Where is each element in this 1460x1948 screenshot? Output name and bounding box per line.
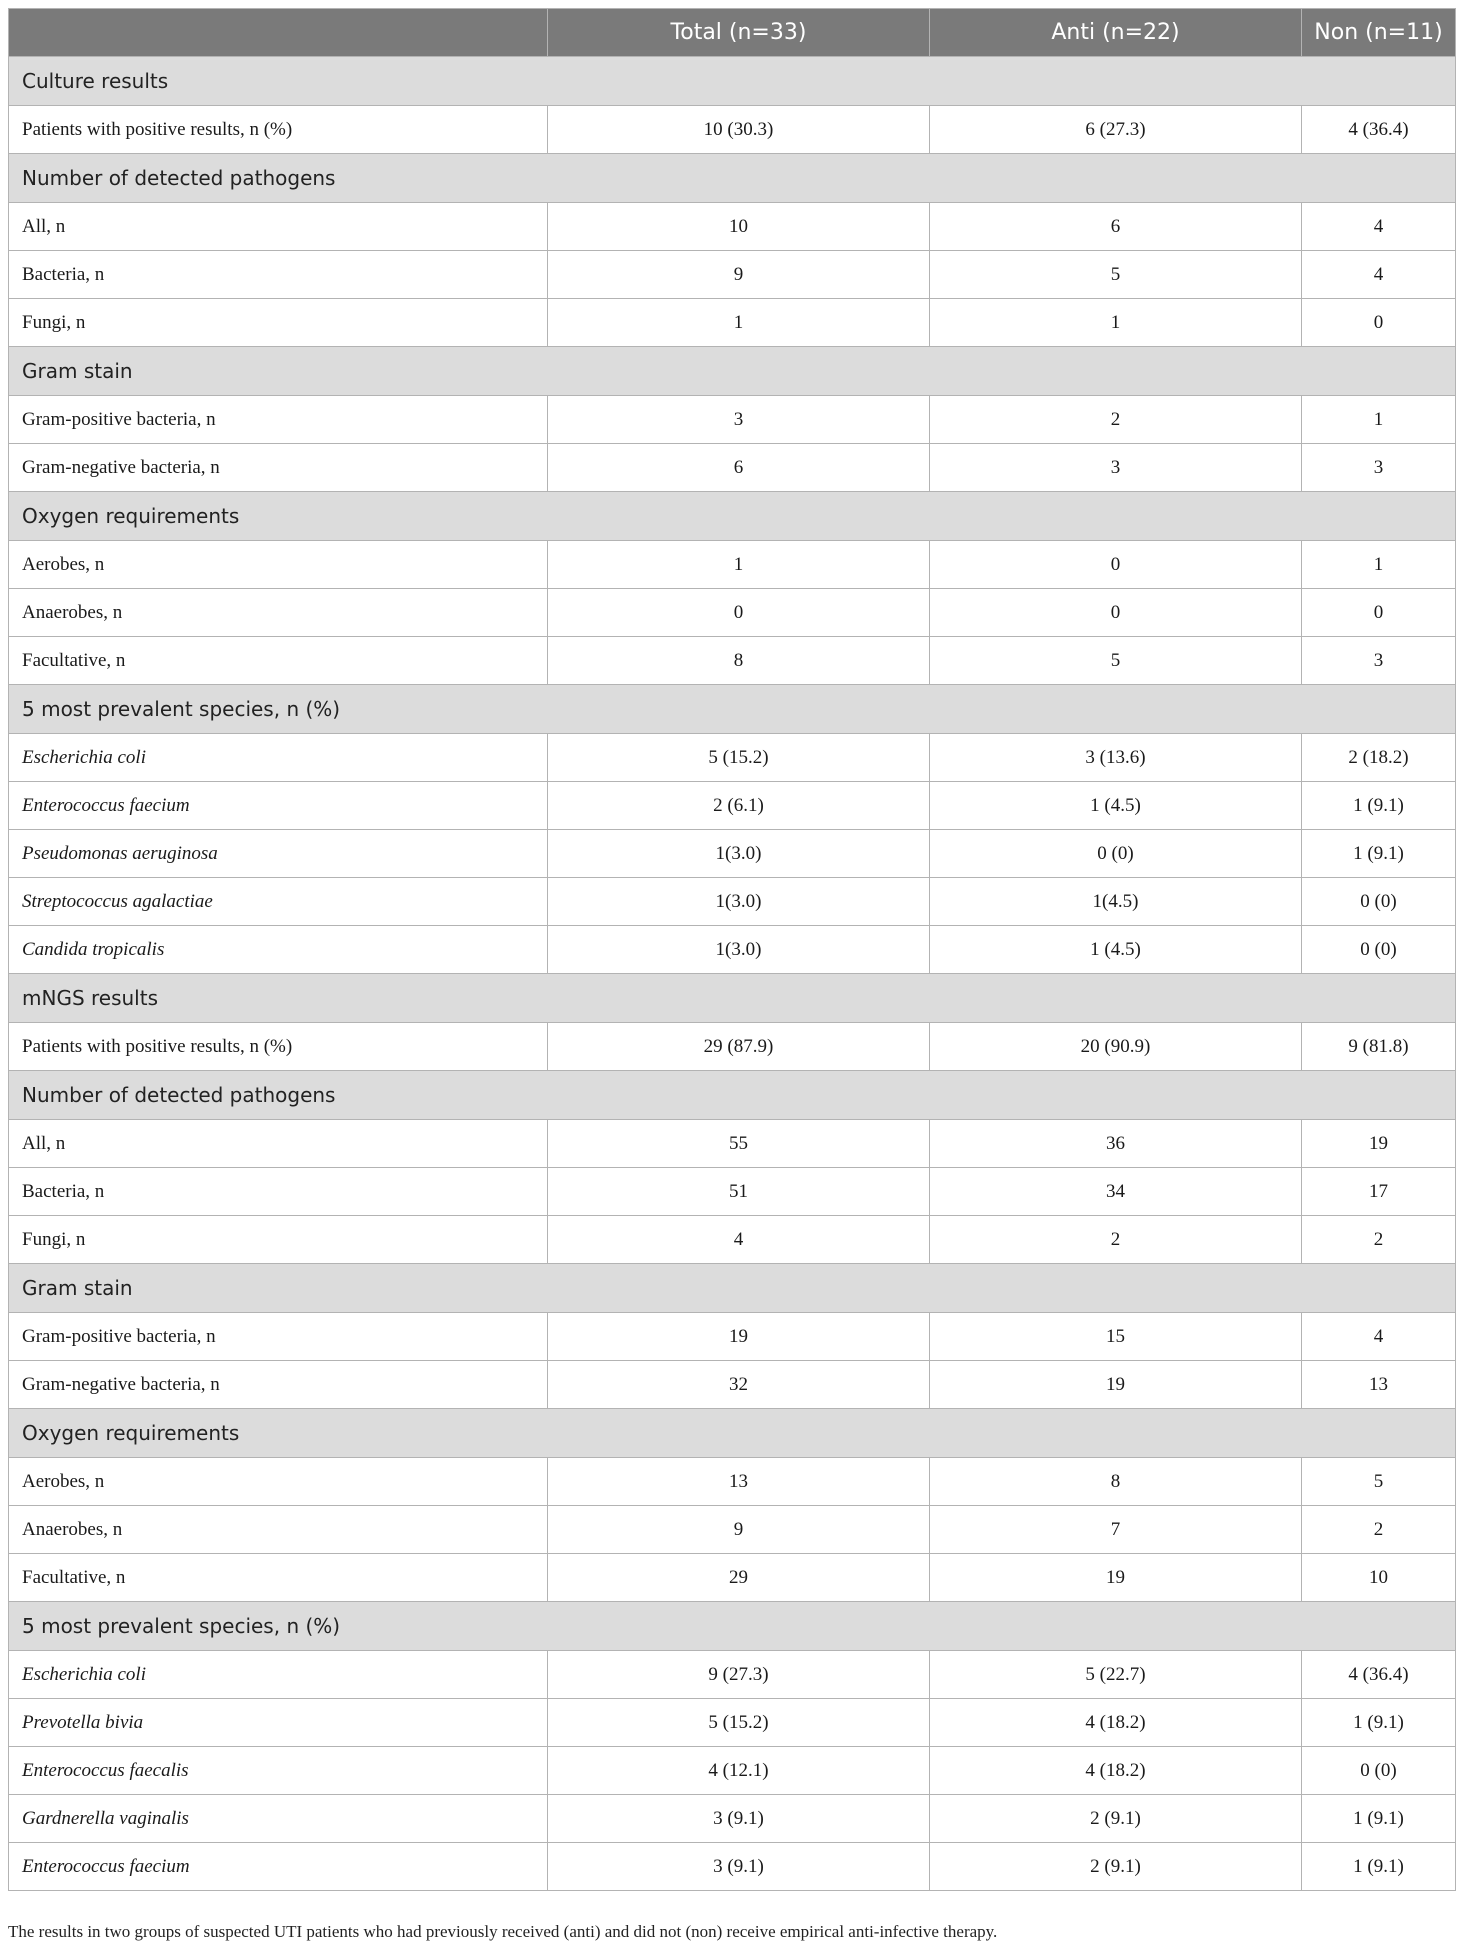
cell-anti: 1 (4.5) — [930, 782, 1302, 830]
cell-total: 1 — [548, 541, 930, 589]
cell-anti: 0 — [930, 541, 1302, 589]
cell-non: 1 (9.1) — [1302, 830, 1456, 878]
table-row — [9, 1361, 1456, 1409]
cell-anti: 34 — [930, 1168, 1302, 1216]
cell-non: 0 — [1302, 589, 1456, 637]
table-row — [9, 1554, 1456, 1602]
table-row — [9, 637, 1456, 685]
cell-non: 0 (0) — [1302, 1747, 1456, 1795]
cell-total: 10 — [548, 203, 930, 251]
cell-non: 4 — [1302, 1313, 1456, 1361]
row-label: Enterococcus faecalis — [9, 1747, 548, 1795]
cell-total: 29 (87.9) — [548, 1023, 930, 1071]
table-row — [9, 1843, 1456, 1891]
table-row — [9, 734, 1456, 782]
row-label: Fungi, n — [9, 299, 548, 347]
section-label: Number of detected pathogens — [9, 154, 1456, 203]
row-label: Enterococcus faecium — [9, 782, 548, 830]
cell-non: 13 — [1302, 1361, 1456, 1409]
table-row — [9, 1023, 1456, 1071]
row-label: Escherichia coli — [9, 734, 548, 782]
table-row — [9, 1313, 1456, 1361]
table-row — [9, 203, 1456, 251]
cell-anti: 1 (4.5) — [930, 926, 1302, 974]
section-label: Gram stain — [9, 347, 1456, 396]
cell-anti: 8 — [930, 1458, 1302, 1506]
cell-anti: 5 (22.7) — [930, 1651, 1302, 1699]
row-label: Gram-negative bacteria, n — [9, 444, 548, 492]
cell-non: 0 (0) — [1302, 878, 1456, 926]
cell-non: 9 (81.8) — [1302, 1023, 1456, 1071]
section-row — [9, 1602, 1456, 1651]
row-label: Aerobes, n — [9, 1458, 548, 1506]
cell-non: 1 (9.1) — [1302, 782, 1456, 830]
row-label: Facultative, n — [9, 637, 548, 685]
table-row — [9, 396, 1456, 444]
table-row — [9, 106, 1456, 154]
section-row — [9, 1264, 1456, 1313]
results-table — [8, 8, 1456, 1891]
cell-anti: 1 — [930, 299, 1302, 347]
table-row — [9, 589, 1456, 637]
table-row — [9, 878, 1456, 926]
row-label: Patients with positive results, n (%) — [9, 1023, 548, 1071]
header-total: Total (n=33) — [548, 9, 930, 57]
cell-total: 1(3.0) — [548, 926, 930, 974]
section-row — [9, 492, 1456, 541]
cell-non: 0 — [1302, 299, 1456, 347]
section-row — [9, 685, 1456, 734]
section-row — [9, 154, 1456, 203]
row-label: Candida tropicalis — [9, 926, 548, 974]
section-label: Oxygen requirements — [9, 492, 1456, 541]
row-label: Escherichia coli — [9, 1651, 548, 1699]
section-label: Gram stain — [9, 1264, 1456, 1313]
table-row — [9, 1747, 1456, 1795]
results-table-container — [8, 8, 1455, 1891]
cell-non: 0 (0) — [1302, 926, 1456, 974]
table-row — [9, 299, 1456, 347]
row-label: Bacteria, n — [9, 1168, 548, 1216]
table-row — [9, 830, 1456, 878]
section-row — [9, 57, 1456, 106]
cell-total: 3 (9.1) — [548, 1843, 930, 1891]
cell-non: 4 — [1302, 251, 1456, 299]
table-row — [9, 782, 1456, 830]
cell-total: 13 — [548, 1458, 930, 1506]
section-label: 5 most prevalent species, n (%) — [9, 685, 1456, 734]
cell-total: 5 (15.2) — [548, 1699, 930, 1747]
cell-total: 9 (27.3) — [548, 1651, 930, 1699]
row-label: Streptococcus agalactiae — [9, 878, 548, 926]
table-row — [9, 1216, 1456, 1264]
cell-total: 5 (15.2) — [548, 734, 930, 782]
cell-anti: 4 (18.2) — [930, 1747, 1302, 1795]
row-label: Aerobes, n — [9, 541, 548, 589]
cell-total: 9 — [548, 1506, 930, 1554]
cell-anti: 3 (13.6) — [930, 734, 1302, 782]
row-label: All, n — [9, 203, 548, 251]
table-body — [9, 57, 1456, 1891]
cell-total: 32 — [548, 1361, 930, 1409]
cell-anti: 15 — [930, 1313, 1302, 1361]
cell-total: 1(3.0) — [548, 830, 930, 878]
table-row — [9, 1699, 1456, 1747]
cell-anti: 2 (9.1) — [930, 1843, 1302, 1891]
cell-anti: 5 — [930, 637, 1302, 685]
cell-non: 2 — [1302, 1506, 1456, 1554]
cell-non: 1 (9.1) — [1302, 1843, 1456, 1891]
header-blank-cell — [9, 9, 548, 57]
cell-total: 3 (9.1) — [548, 1795, 930, 1843]
table-row — [9, 1506, 1456, 1554]
cell-non: 2 — [1302, 1216, 1456, 1264]
cell-non: 1 — [1302, 396, 1456, 444]
row-label: Bacteria, n — [9, 251, 548, 299]
table-row — [9, 1651, 1456, 1699]
cell-total: 6 — [548, 444, 930, 492]
cell-anti: 2 (9.1) — [930, 1795, 1302, 1843]
cell-non: 17 — [1302, 1168, 1456, 1216]
row-label: Facultative, n — [9, 1554, 548, 1602]
section-label: Culture results — [9, 57, 1456, 106]
row-label: Prevotella bivia — [9, 1699, 548, 1747]
table-footnote: The results in two groups of suspected UTI patients who had previously received (anti) and did not (non) receive empirical anti-infective therapy. — [8, 1922, 998, 1941]
cell-anti: 19 — [930, 1554, 1302, 1602]
cell-non: 10 — [1302, 1554, 1456, 1602]
table-row — [9, 541, 1456, 589]
header-non: Non (n=11) — [1302, 9, 1456, 57]
cell-non: 4 — [1302, 203, 1456, 251]
row-label: Anaerobes, n — [9, 589, 548, 637]
section-row — [9, 974, 1456, 1023]
cell-anti: 0 (0) — [930, 830, 1302, 878]
cell-total: 10 (30.3) — [548, 106, 930, 154]
row-label: Anaerobes, n — [9, 1506, 548, 1554]
table-row — [9, 1458, 1456, 1506]
header-anti: Anti (n=22) — [930, 9, 1302, 57]
table-header-row — [9, 9, 1456, 57]
table-row — [9, 1795, 1456, 1843]
cell-total: 2 (6.1) — [548, 782, 930, 830]
cell-total: 9 — [548, 251, 930, 299]
cell-anti: 2 — [930, 396, 1302, 444]
cell-non: 3 — [1302, 444, 1456, 492]
table-row — [9, 251, 1456, 299]
cell-anti: 5 — [930, 251, 1302, 299]
section-label: Oxygen requirements — [9, 1409, 1456, 1458]
cell-non: 1 — [1302, 541, 1456, 589]
cell-total: 4 — [548, 1216, 930, 1264]
cell-total: 0 — [548, 589, 930, 637]
row-label: Enterococcus faecium — [9, 1843, 548, 1891]
table-row — [9, 1120, 1456, 1168]
cell-total: 1(3.0) — [548, 878, 930, 926]
cell-anti: 19 — [930, 1361, 1302, 1409]
cell-total: 4 (12.1) — [548, 1747, 930, 1795]
row-label: Patients with positive results, n (%) — [9, 106, 548, 154]
cell-anti: 6 — [930, 203, 1302, 251]
cell-anti: 36 — [930, 1120, 1302, 1168]
cell-total: 8 — [548, 637, 930, 685]
table-row — [9, 926, 1456, 974]
row-label: All, n — [9, 1120, 548, 1168]
cell-total: 1 — [548, 299, 930, 347]
cell-anti: 7 — [930, 1506, 1302, 1554]
cell-anti: 20 (90.9) — [930, 1023, 1302, 1071]
cell-non: 4 (36.4) — [1302, 1651, 1456, 1699]
cell-non: 5 — [1302, 1458, 1456, 1506]
cell-total: 55 — [548, 1120, 930, 1168]
row-label: Gram-positive bacteria, n — [9, 396, 548, 444]
cell-anti: 0 — [930, 589, 1302, 637]
cell-anti: 1(4.5) — [930, 878, 1302, 926]
section-label: mNGS results — [9, 974, 1456, 1023]
row-label: Gardnerella vaginalis — [9, 1795, 548, 1843]
section-row — [9, 1071, 1456, 1120]
section-label: 5 most prevalent species, n (%) — [9, 1602, 1456, 1651]
cell-total: 51 — [548, 1168, 930, 1216]
cell-non: 1 (9.1) — [1302, 1699, 1456, 1747]
cell-anti: 2 — [930, 1216, 1302, 1264]
section-row — [9, 347, 1456, 396]
cell-total: 19 — [548, 1313, 930, 1361]
row-label: Fungi, n — [9, 1216, 548, 1264]
row-label: Gram-negative bacteria, n — [9, 1361, 548, 1409]
section-row — [9, 1409, 1456, 1458]
table-row — [9, 1168, 1456, 1216]
cell-non: 3 — [1302, 637, 1456, 685]
cell-non: 19 — [1302, 1120, 1456, 1168]
cell-total: 29 — [548, 1554, 930, 1602]
section-label: Number of detected pathogens — [9, 1071, 1456, 1120]
table-row — [9, 444, 1456, 492]
row-label: Gram-positive bacteria, n — [9, 1313, 548, 1361]
cell-anti: 4 (18.2) — [930, 1699, 1302, 1747]
cell-non: 4 (36.4) — [1302, 106, 1456, 154]
cell-anti: 3 — [930, 444, 1302, 492]
cell-non: 2 (18.2) — [1302, 734, 1456, 782]
row-label: Pseudomonas aeruginosa — [9, 830, 548, 878]
cell-non: 1 (9.1) — [1302, 1795, 1456, 1843]
cell-total: 3 — [548, 396, 930, 444]
cell-anti: 6 (27.3) — [930, 106, 1302, 154]
